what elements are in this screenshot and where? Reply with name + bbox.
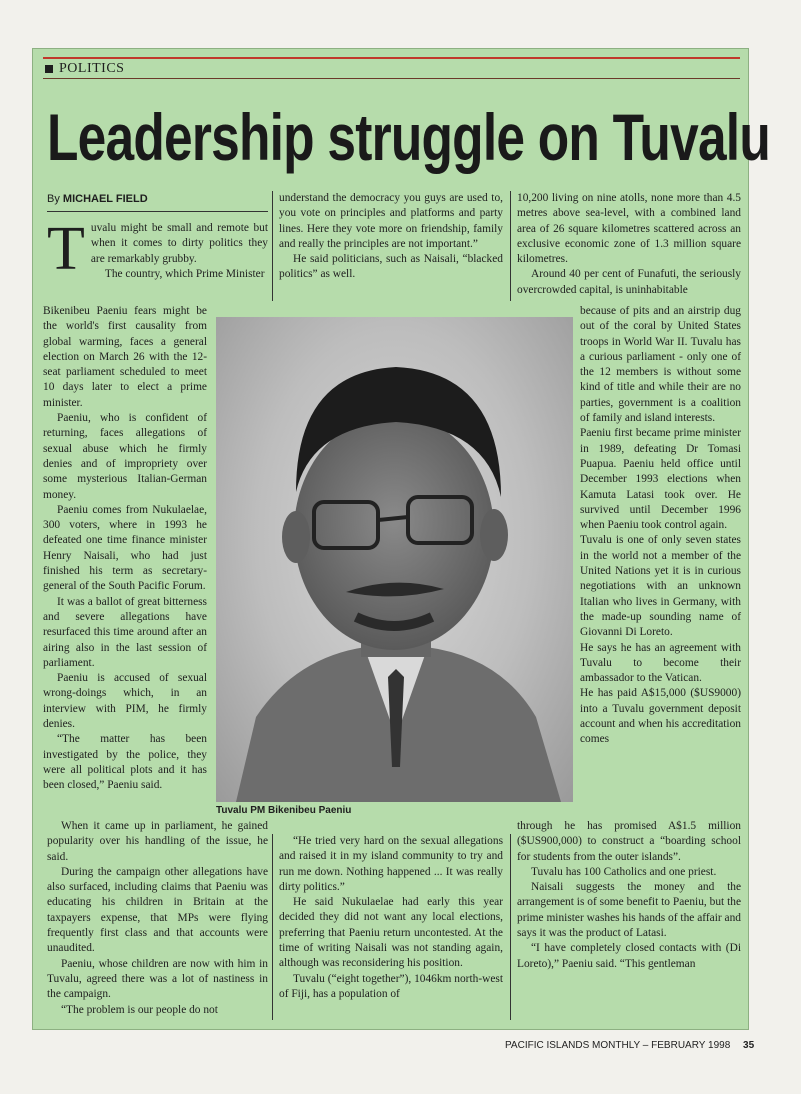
publication-name: PACIFIC ISLANDS MONTHLY – FEBRUARY 1998 xyxy=(505,1040,731,1051)
paragraph: “The problem is our people do not xyxy=(61,1003,218,1016)
byline-author: MICHAEL FIELD xyxy=(62,193,148,205)
paragraph: He has paid A$15,000 ($US9000) into a Tuvalu government deposit account and when his accreditation comes xyxy=(580,687,741,746)
byline-rule xyxy=(47,211,268,212)
column-rule xyxy=(272,191,273,301)
square-bullet-icon xyxy=(45,65,53,73)
paragraph: Naisali suggests the money and the arrangement is of some benefit to Paeniu, but the prime minister washes his hands of the affair and says it was the product of Latasi. xyxy=(517,881,741,940)
lead-text: uvalu might be small and remote but when it comes to dirty politics they are remarkably grubby. xyxy=(90,222,268,265)
col3-right-text xyxy=(580,304,741,748)
paragraph: Bikenibeu Paeniu fears might be the world's first causality from global warming, faces a general election on March 26 with the 12-seat parliament scheduled to meet 10 days later to elect a prime minister. xyxy=(43,305,207,409)
paragraph: because of pits and an airstrip dug out of the coral by United States troops in World War II. Tuvalu has a curious parliament - only one of the 12 members is without some kind of title and while their are no parties, government is a coalition of family and island interests. xyxy=(580,305,741,425)
column-rule xyxy=(510,191,511,301)
paragraph: Paeniu first became prime minister in 1989, defeating Dr Tomasi Puapua. Paeniu held office until December 1993 elections when Kamuta Latasi took over. He survived until December 1996 when Paeniu took control again. xyxy=(580,427,741,532)
paragraph: When it came up in parliament, he gained popularity over his handling of the issue, he said. xyxy=(47,820,268,863)
paragraph: He said Nukulaelae had early this year decided they did not want any local elections, preferring that Paeniu return uncontested. At the time of writing Naisali was not standing again, although was reconsidering his position. xyxy=(279,896,503,970)
col2-top-text xyxy=(279,191,503,283)
paragraph: understand the democracy you guys are used to, you vote on principles and platforms and party lines. Here they vote more on friendship, family and really the principles are not important.” xyxy=(279,192,503,250)
headline: Leadership struggle on Tuvalu xyxy=(47,100,770,174)
portrait-photo xyxy=(216,317,573,802)
col3-top-text xyxy=(517,191,741,298)
paragraph: Paeniu, whose children are now with him in Tuvalu, agreed there was a lot of nastiness in the campaign. xyxy=(47,957,268,1001)
paragraph: The country, which Prime Minister xyxy=(104,267,265,280)
col3-bottom-text xyxy=(517,819,741,972)
section-label xyxy=(45,61,124,77)
byline-by: By xyxy=(47,193,60,205)
article-panel xyxy=(32,48,770,1030)
paragraph: He says he has an agreement with Tuvalu to become their ambassador to the Vatican. xyxy=(580,641,741,685)
paragraph: Around 40 per cent of Funafuti, the seriously overcrowded capital, is uninhabitable xyxy=(517,268,741,296)
header-rule-red xyxy=(43,57,740,59)
photo-caption: Tuvalu PM Bikenibeu Paeniu xyxy=(216,805,352,816)
header-rule-dark xyxy=(43,78,740,79)
drop-cap: T xyxy=(47,215,85,283)
paragraph: Tuvalu (“eight together”), 1046km north-west of Fiji, has a population of xyxy=(279,972,503,1000)
col2-bottom-text xyxy=(279,834,503,1002)
col1-bottom-text xyxy=(47,819,268,1018)
page-footer xyxy=(505,1040,754,1051)
paragraph: 10,200 living on nine atolls, none more than 4.5 metres above sea-level, with a combined land area of 26 square kilometres scattered across an exclusive economic zone of 1.3 million square kilometres. xyxy=(517,192,741,266)
paragraph: through he has promised A$1.5 million ($US900,000) to construct a “boarding school for students from the outer islands”. xyxy=(517,820,741,863)
paragraph: Paeniu, who is confident of returning, faces allegations of sexual abuse which he firmly denies and of impropriety over some mysterious Italian-German money. xyxy=(43,412,207,501)
paragraph: Paeniu is accused of sexual wrong-doings which, in an interview with PIM, he firmly denies. xyxy=(43,672,207,731)
paragraph: He said politicians, such as Naisali, “blacked politics” as well. xyxy=(279,253,503,281)
byline xyxy=(47,193,148,205)
column-rule xyxy=(272,834,273,1020)
col1-top-text xyxy=(47,215,268,283)
paragraph: “The matter has been investigated by the police, they were all political plots and it has been closed,” Paeniu said. xyxy=(43,733,207,792)
column-rule xyxy=(510,834,511,1020)
section-name: POLITICS xyxy=(59,61,125,76)
paragraph: Paeniu comes from Nukulaelae, 300 voters, where in 1993 he defeated one time finance minister Henry Naisali, who had just finished his term as secretary-general of the South Pacific Forum. xyxy=(43,503,207,593)
col1-left-text xyxy=(43,304,207,794)
paragraph: During the campaign other allegations have also surfaced, including claims that Paeniu was educating his children in Britain at the taxpayers expense, that MPs were flying frequently first class and that accounts were unaudited. xyxy=(47,865,268,955)
paragraph: “I have completely closed contacts with (Di Loreto),” Paeniu said. “This gentleman xyxy=(517,942,741,970)
paragraph: It was a ballot of great bitterness and severe allegations have resurfaced this time around after an airing also in the last session of parliament. xyxy=(43,595,207,669)
paragraph: Tuvalu has 100 Catholics and one priest. xyxy=(531,865,717,878)
paragraph: “He tried very hard on the sexual allegations and raised it in my island community to try and run me down. Nothing happened ... It was really dirty politics.” xyxy=(279,835,503,893)
page-number: 35 xyxy=(743,1040,755,1051)
portrait-illustration xyxy=(216,317,573,802)
paragraph: Tuvalu is one of only seven states in the world not a member of the United Nations yet it is in curious negotiations with an unknown Italian who lives in Germany, with the made-up sounding name of Giovanni Di Loreto. xyxy=(580,534,741,639)
